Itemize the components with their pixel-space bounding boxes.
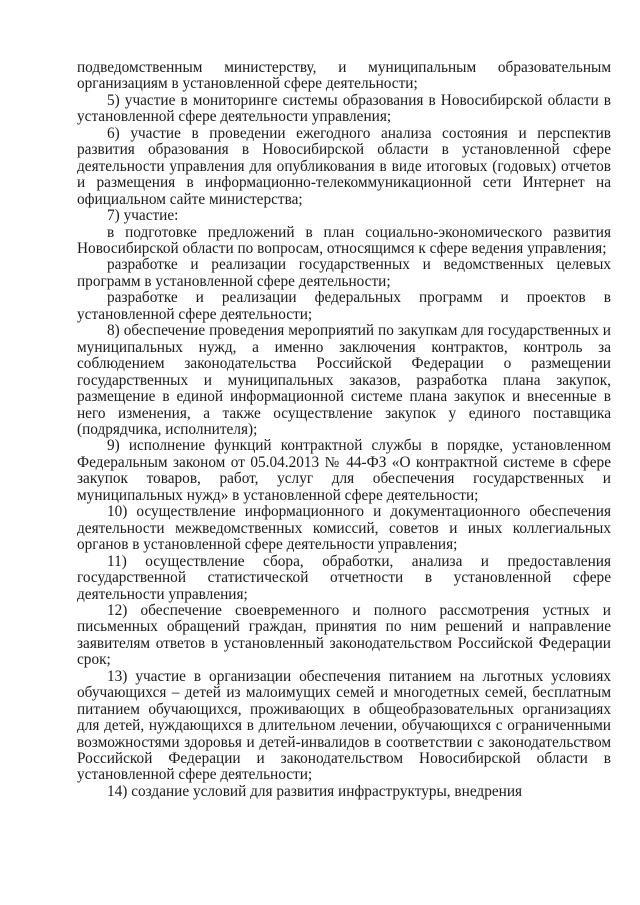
paragraph-item-7-subitem-2: разработке и реализации государственных и ведомственных целевых программ в установленной сфере деятельности;	[77, 256, 611, 290]
paragraph-item-7-subitem-1: в подготовке предложений в план социально-экономического развития Новосибирской области по вопросам, относящимся к сфере ведения управления;	[77, 223, 611, 257]
paragraph-continuation: подведомственным министерству, и муниципальным образовательным организациям в установленной сфере деятельности;	[77, 59, 611, 93]
paragraph-item-12: 12) обеспечение своевременного и полного рассмотрения устных и письменных обращений граждан, принятия по ним решений и направление заявителям ответов в установленный законодательством Российской Федерации срок;	[77, 601, 611, 669]
document-page	[77, 60, 611, 800]
paragraph-item-10: 10) осуществление информационного и документационного обеспечения деятельности межведомственных комиссий, советов и иных коллегиальных органов в установленной сфере деятельности управления;	[77, 503, 611, 554]
paragraph-item-14: 14) создание условий для развития инфраструктуры, внедрения	[107, 782, 523, 800]
paragraph-item-13: 13) участие в организации обеспечения питанием на льготных условиях обучающихся – детей из малоимущих семей и многодетных семей, бесплатным питанием обучающихся, проживающих в общеобразовательных организациях для детей, нуждающихся в длительном лечении, обучающихся с ограниченными возможностями здоровья и детей-инвалидов в соответствии с законодательством Российской Федерации и законодательством Новосибирской области в установленной сфере деятельности;	[77, 667, 611, 784]
paragraph-item-7: 7) участие:	[107, 207, 179, 225]
paragraph-item-6: 6) участие в проведении ежегодного анализа состояния и перспектив развития образования в Новосибирской области в установленной сфере деятельности управления для опубликования в виде итоговых (годовых) отчетов и размещения в информационно-телекоммуникационной сети Интернет на официальном сайте министерства;	[77, 124, 611, 208]
paragraph-item-9: 9) исполнение функций контрактной службы в порядке, установленном Федеральным законом от 05.04.2013 № 44-ФЗ «О контрактной системе в сфере закупок товаров, работ, услуг для обеспечения государственных и муниципальных нужд» в установленной сфере деятельности;	[77, 437, 611, 504]
paragraph-item-11: 11) осуществление сбора, обработки, анализа и предоставления государственной статистической отчетности в установленной сфере деятельности управления;	[77, 552, 611, 603]
paragraph-item-5: 5) участие в мониторинге системы образования в Новосибирской области в установленной сфере деятельности управления;	[77, 91, 611, 126]
paragraph-item-7-subitem-3: разработке и реализации федеральных программ и проектов в установленной сфере деятельности;	[77, 289, 611, 323]
paragraph-item-8: 8) обеспечение проведения мероприятий по закупкам для государственных и муниципальных нужд, а именно заключения контрактов, контроль за соблюдением законодательства Российской Федерации о размещении государственных и муниципальных заказов, разработка плана закупок, размещение в единой информационной системе плана закупок и внесенные в него изменения, а также осуществление закупок у единого поставщика (подрядчика, исполнителя);	[77, 322, 611, 438]
